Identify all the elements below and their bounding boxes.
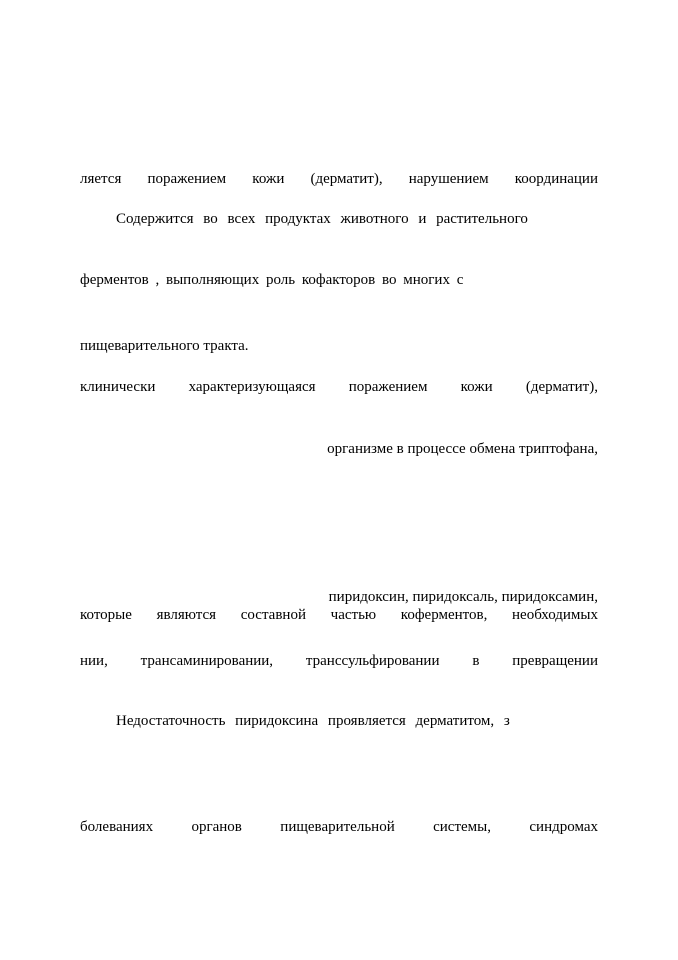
text-line-coenzymes-components: которые являются составной частью коферментов, необходимых xyxy=(80,607,598,623)
text-line-contained-in-products: Содержится во всех продуктах животного и растительного xyxy=(116,211,528,227)
text-line-digestive-diseases: болеваниях органов пищеварительной системы, синдромах xyxy=(80,819,598,835)
text-line-dermatitis-coordination: ляется поражением кожи (дерматит), нарушением координации xyxy=(80,171,598,187)
text-line-transamination: нии, трансаминировании, транссульфировании в превращении xyxy=(80,653,598,669)
text-line-tryptophan-exchange: организме в процессе обмена триптофана, xyxy=(327,441,598,457)
text-line-pyridoxine-forms: пиридоксин, пиридоксаль, пиридоксамин, xyxy=(328,589,598,605)
text-line-digestive-tract: пищеварительного тракта. xyxy=(80,338,249,354)
text-line-enzymes-cofactors: ферментов , выполняющих роль кофакторов во многих с xyxy=(80,272,464,288)
text-line-pyridoxine-deficiency: Недостаточность пиридоксина проявляется дерматитом, з xyxy=(116,713,510,729)
text-line-clinically-characterized: клинически характеризующаяся поражением кожи (дерматит), xyxy=(80,379,598,395)
